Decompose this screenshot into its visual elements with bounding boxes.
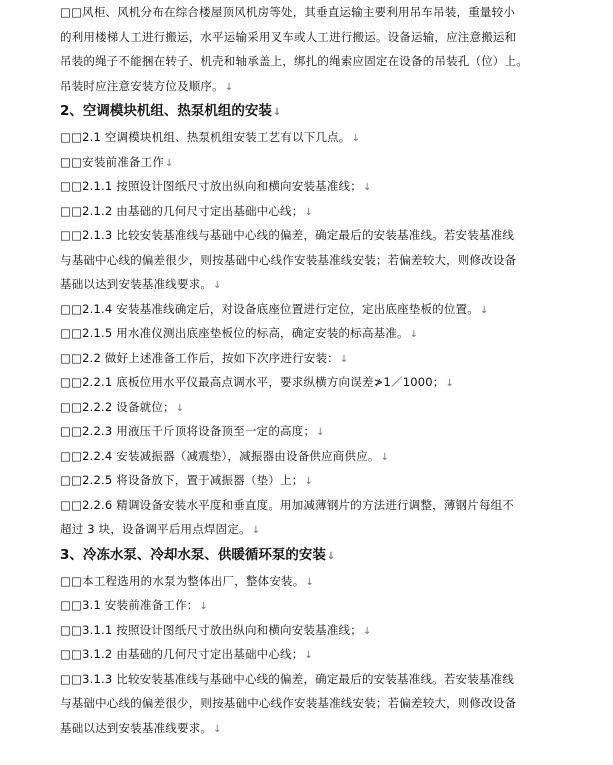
paragraph [60,370,561,395]
paragraph [60,174,561,199]
line-text: □□3.1.1 按照设计图纸尺寸放出纵向和横向安装基准线； [60,622,362,637]
paragraph-line [60,223,561,248]
line-text: □□2.2.6 精调设备安装水平度和垂直度。用加减薄钢片的方法进行调整，薄钢片每组不 [60,497,515,512]
line-text: □□2.1.1 按照设计图纸尺寸放出纵向和横向安装基准线； [60,179,362,193]
line-text: □□本工程选用的水泵为整体出厂，整体安装。 [60,573,305,588]
paragraph-line [60,174,561,199]
line-text: 与基础中心线的偏差很少，则按基础中心线作安装基准线安装；若偏差较大，则修改设备 [60,696,517,710]
paragraph-line [60,444,561,469]
paragraph [60,569,561,594]
paragraph-line [60,346,561,371]
paragraph-line [60,716,561,741]
line-text: □□2.2.1 底板位用水平仪最高点调水平，要求纵横方向误差≯1／1000； [60,375,445,389]
paragraph-mark: ↓ [304,476,314,487]
paragraph [60,223,561,297]
paragraph-mark: ↓ [305,576,315,588]
paragraph [60,395,561,420]
paragraph [60,346,561,371]
paragraph-mark: ↓ [409,329,419,340]
line-text: □□2.1.3 比较安装基准线与基础中心线的偏差，确定最后的安装基准线。若安装基准线 [60,228,515,242]
paragraph-line [60,517,561,542]
paragraph-mark: ↓ [224,81,234,93]
line-text: □□风柜、风机分布在综合楼屋顶风机房等处，其垂直运输主要利用吊车吊装，重量较小 [60,5,516,19]
paragraph-mark: ↓ [199,601,209,612]
paragraph-line [60,569,561,594]
paragraph-mark: ↓ [304,650,314,661]
section-heading-text: 3、冷冻水泵、冷却水泵、供暖循环泵的安装 [60,546,326,563]
paragraph-mark: ↓ [213,280,222,291]
paragraph-line [60,618,561,643]
line-text: □□3.1.2 由基础的几何尺寸定出基础中心线； [60,647,304,661]
paragraph [60,150,561,175]
paragraph [60,468,561,493]
paragraph-mark: ↓ [213,723,222,735]
paragraph-mark: ↓ [251,525,261,536]
paragraph [60,199,561,224]
paragraph-line [60,321,561,346]
paragraph [60,0,561,98]
paragraph [60,125,561,150]
line-text: □□2.2.2 设备就位； [60,399,175,414]
paragraph-line [60,25,561,50]
paragraph-mark: ↓ [339,353,349,365]
paragraph-line [60,370,561,395]
line-text: □□2.1.5 用水准仪测出底座垫板位的标高，确定安装的标高基准。 [60,326,409,340]
line-text: 吊装的绳子不能捆在转子、机壳和轴承盖上，绑扎的绳索应固定在设备的吊装孔（位）上。 [60,54,528,68]
paragraph [60,444,561,469]
paragraph-line [60,691,561,716]
paragraph-mark: ↓ [326,550,336,562]
paragraph-line [60,199,561,224]
line-text: □□2.1.4 安装基准线确定后，对设备底座位置进行定位，定出底座垫板的位置。 [60,301,479,316]
paragraph [60,593,561,618]
line-text: □□2.2.3 用液压千斤顶将设备顶至一定的高度； [60,424,316,438]
paragraph-mark: ↓ [351,133,361,144]
paragraph-line [60,493,561,518]
line-text: 超过 3 块，设备调平后用点焊固定。 [60,522,251,536]
section-heading-text: 2、空调模块机组、热泵机组的安装 [60,103,272,119]
paragraph [60,297,561,322]
paragraph-line [60,0,561,25]
paragraph-line [60,74,561,99]
paragraph-line [60,468,561,493]
paragraph-line [60,248,561,273]
paragraph-mark: ↓ [479,304,489,316]
paragraph [60,419,561,444]
line-text: 基础以达到安装基准线要求。 [60,277,213,291]
section-heading [60,98,561,125]
section-heading [60,542,561,569]
paragraph-line [60,419,561,444]
line-text: □□3.1.3 比较安装基准线与基础中心线的偏差，确定最后的安装基准线。若安装基准线 [60,671,515,686]
paragraph-line [60,642,561,667]
paragraph-line [60,125,561,150]
paragraph-line [60,297,561,322]
line-text: □□2.2 做好上述准备工作后，按如下次序进行安装： [60,350,339,365]
paragraph [60,667,561,741]
line-text: 基础以达到安装基准线要求。 [60,720,213,735]
paragraph [60,321,561,346]
line-text: □□安装前准备工作 [60,154,165,169]
line-text: □□3.1 安装前准备工作： [60,598,199,612]
paragraph-line [60,150,561,175]
paragraph-line [60,395,561,420]
paragraph-mark: ↓ [316,427,325,438]
paragraph-line [60,593,561,618]
line-text: 与基础中心线的偏差很少，则按基础中心线作安装基准线安装；若偏差较大，则修改设备 [60,252,517,267]
paragraph [60,618,561,643]
paragraph-line [60,272,561,297]
line-text: □□2.2.4 安装减振器（减震垫），减振器由设备供应商供应。 [60,448,380,463]
paragraph-mark: ↓ [175,402,185,414]
line-text: □□2.1 空调模块机组、热泵机组安装工艺有以下几点。 [60,130,351,144]
line-text: □□2.2.5 将设备放下，置于减振器（垫）上； [60,473,304,487]
paragraph-mark: ↓ [380,451,390,463]
paragraph-mark: ↓ [362,625,372,637]
paragraph-mark: ↓ [165,157,174,169]
line-text: □□2.1.2 由基础的几何尺寸定出基础中心线； [60,203,304,218]
paragraph [60,642,561,667]
paragraph-mark: ↓ [304,206,314,218]
line-text: 的利用楼梯人工进行搬运，水平运输采用叉车或人工进行搬运。设备运输，应注意搬运和 [60,29,517,44]
paragraph-line [60,667,561,692]
paragraph-mark: ↓ [362,182,372,193]
line-text: 吊装时应注意安装方位及顺序。 [60,78,224,93]
paragraph-mark: ↓ [272,107,282,118]
paragraph-mark: ↓ [445,378,455,389]
paragraph-line [60,49,561,74]
paragraph [60,493,561,542]
